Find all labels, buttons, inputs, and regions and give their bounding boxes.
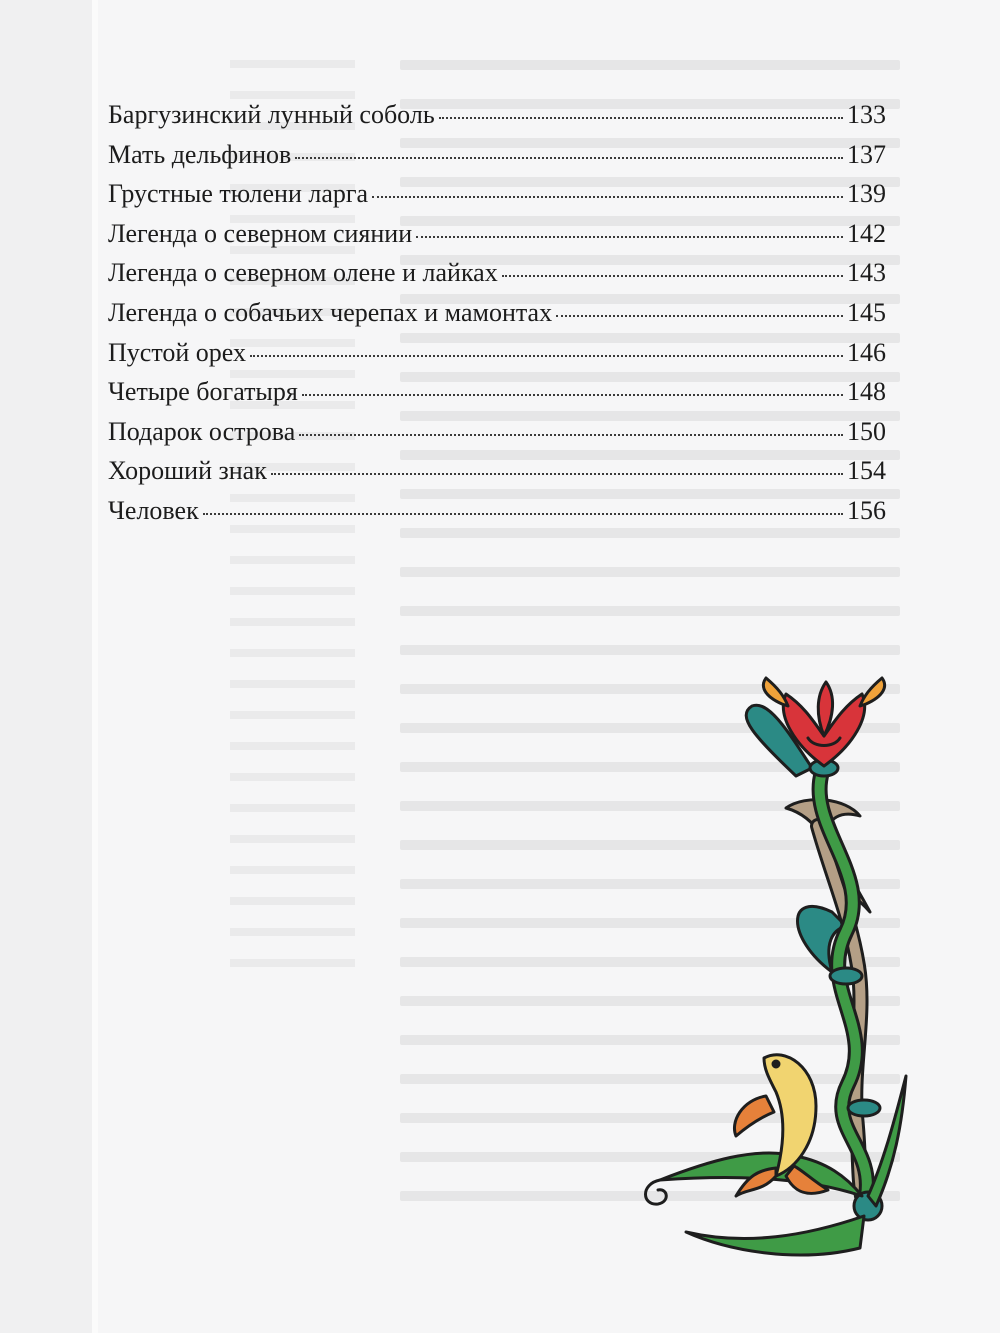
toc-entry[interactable] bbox=[108, 140, 886, 180]
page-fold bbox=[92, 0, 98, 1333]
toc-dot-leader bbox=[203, 513, 843, 515]
toc-entry-title: Грустные тюлени ларга bbox=[108, 179, 369, 209]
toc-entry-page: 145 bbox=[847, 297, 886, 327]
toc-entry[interactable] bbox=[108, 496, 886, 536]
toc-dot-leader bbox=[302, 394, 843, 396]
toc-dot-leader bbox=[439, 117, 843, 119]
toc-entry[interactable] bbox=[108, 338, 886, 378]
toc-entry[interactable] bbox=[108, 179, 886, 219]
toc-entry[interactable] bbox=[108, 298, 886, 338]
toc-entry-page: 148 bbox=[847, 377, 886, 407]
toc-entry-page: 156 bbox=[847, 495, 886, 525]
flower-fish-vine-ornament-icon bbox=[636, 676, 916, 1276]
toc-dot-leader bbox=[271, 473, 843, 475]
toc-entry-title: Легенда о северном олене и лайках bbox=[108, 258, 498, 288]
toc-entry[interactable] bbox=[108, 100, 886, 140]
toc-entry-title: Мать дельфинов bbox=[108, 139, 292, 169]
toc-dot-leader bbox=[250, 355, 843, 357]
toc-entry-page: 150 bbox=[847, 416, 886, 446]
toc-entry[interactable] bbox=[108, 456, 886, 496]
toc-entry-page: 133 bbox=[847, 100, 886, 129]
toc-entry-title: Пустой орех bbox=[108, 337, 246, 367]
toc-entry[interactable] bbox=[108, 258, 886, 298]
toc-entry-page: 137 bbox=[847, 139, 886, 169]
toc-entry[interactable] bbox=[108, 417, 886, 457]
toc-entry-page: 146 bbox=[847, 337, 886, 367]
toc-entry-title: Баргузинский лунный соболь bbox=[108, 100, 435, 129]
toc-entry-title: Человек bbox=[108, 495, 199, 525]
toc-entry-title: Хороший знак bbox=[108, 456, 267, 486]
toc-entry-title: Подарок острова bbox=[108, 416, 296, 446]
toc-dot-leader bbox=[295, 157, 843, 159]
toc-dot-leader bbox=[416, 236, 843, 238]
toc-dot-leader bbox=[299, 434, 843, 436]
toc-entry-page: 154 bbox=[847, 456, 886, 486]
previous-page-edge bbox=[0, 0, 96, 1333]
toc-entry-title: Четыре богатыря bbox=[108, 377, 298, 407]
toc-dot-leader bbox=[556, 315, 843, 317]
table-of-contents bbox=[108, 100, 886, 536]
toc-dot-leader bbox=[502, 275, 843, 277]
toc-entry[interactable] bbox=[108, 219, 886, 259]
toc-entry-page: 143 bbox=[847, 258, 886, 288]
toc-dot-leader bbox=[372, 196, 843, 198]
toc-entry-page: 139 bbox=[847, 179, 886, 209]
toc-entry-title: Легенда о собачьих черепах и мамонтах bbox=[108, 297, 553, 327]
toc-entry-title: Легенда о северном сиянии bbox=[108, 218, 413, 248]
toc-entry[interactable] bbox=[108, 377, 886, 417]
toc-entry-page: 142 bbox=[847, 218, 886, 248]
